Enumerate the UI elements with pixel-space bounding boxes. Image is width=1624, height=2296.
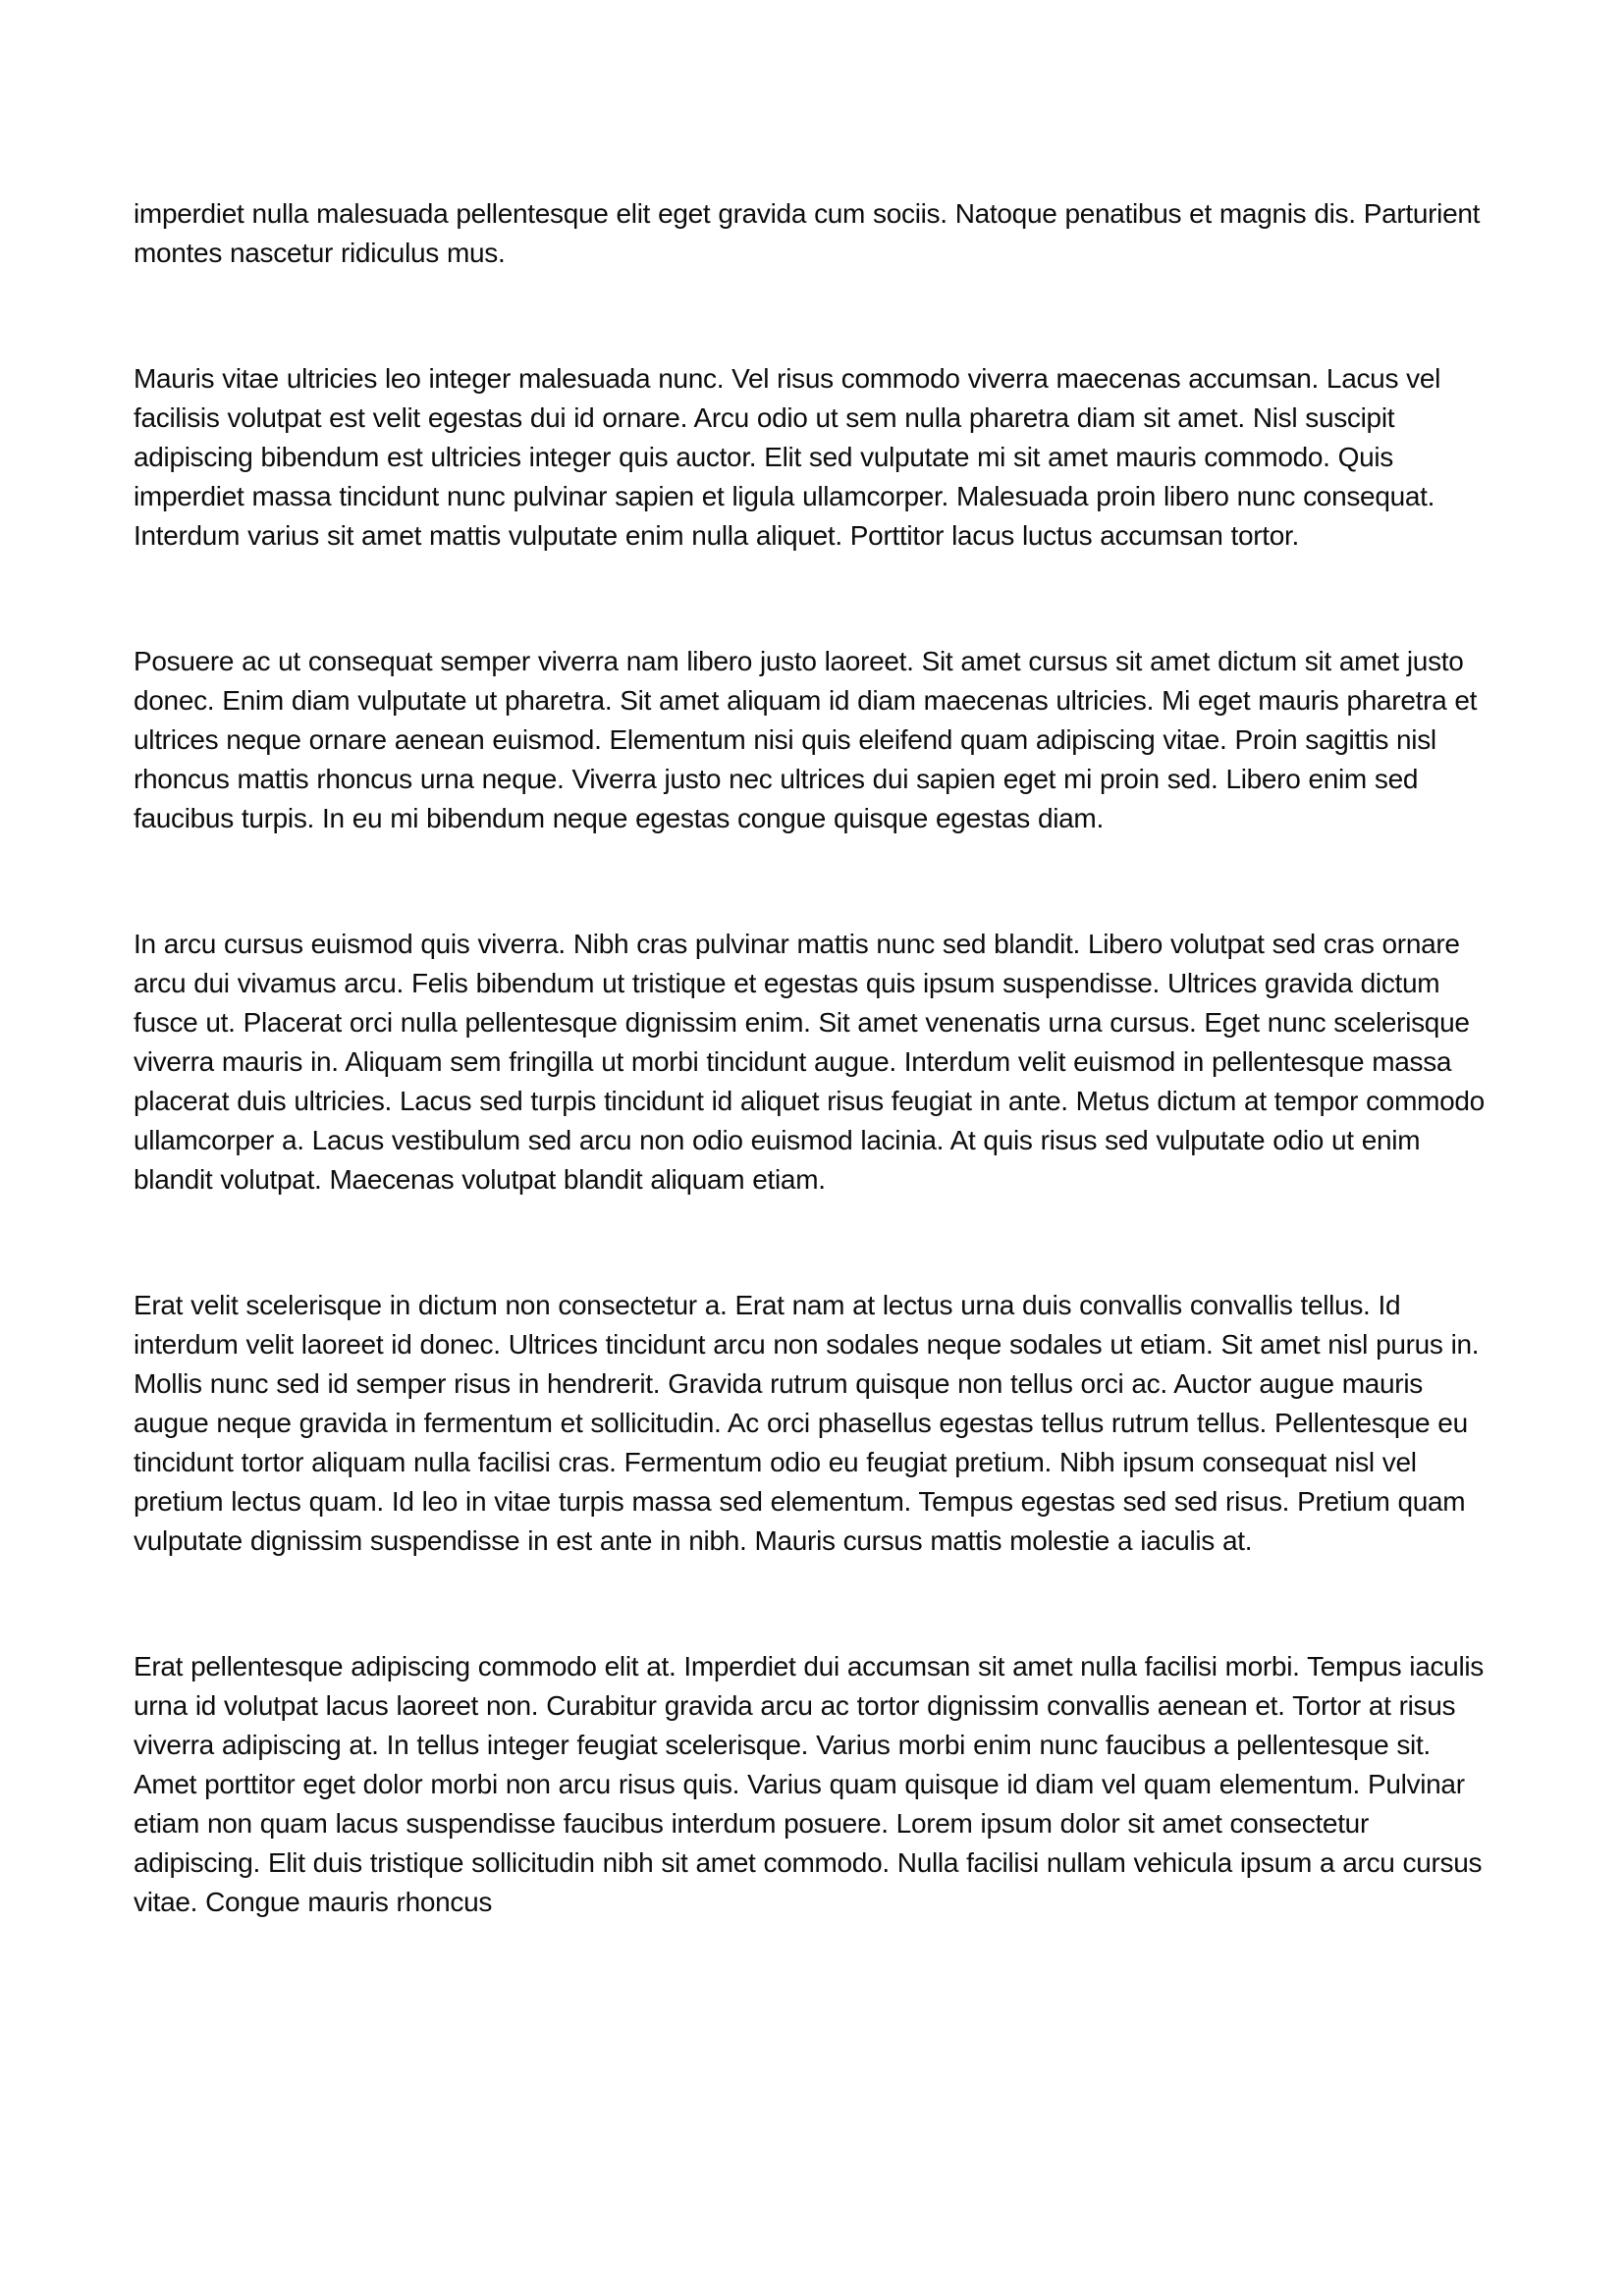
paragraph-6-truncated: Erat pellentesque adipiscing commodo elit at. Imperdiet dui accumsan sit amet nulla facilisi morbi. Tempus iaculis urna id volutpat lacus laoreet non. Curabitur gravida arcu ac tortor dignissim convallis aenean et. Tortor at risus viverra adipiscing at. In tellus integer feugiat scelerisque. Varius morbi enim nunc faucibus a pellentesque sit. Amet porttitor eget dolor morbi non arcu risus quis. Varius quam quisque id diam vel quam elementum. Pulvinar etiam non quam lacus suspendisse faucibus interdum posuere. Lorem ipsum dolor sit amet consectetur adipiscing. Elit duis tristique sollicitudin nibh sit amet commodo. Nulla facilisi nullam vehicula ipsum a arcu cursus vitae. Congue mauris rhoncus bbox=[134, 1651, 1484, 1917]
paragraph-4: In arcu cursus euismod quis viverra. Nibh cras pulvinar mattis nunc sed blandit. Libero volutpat sed cras ornare arcu dui vivamus arcu. Felis bibendum ut tristique et egestas quis ipsum suspendisse. Ultrices gravida dictum fusce ut. Placerat orci nulla pellentesque dignissim enim. Sit amet venenatis urna cursus. Eget nunc scelerisque viverra mauris in. Aliquam sem fringilla ut morbi tincidunt augue. Interdum velit euismod in pellentesque massa placerat duis ultricies. Lacus sed turpis tincidunt id aliquet risus feugiat in ante. Metus dictum at tempor commodo ullamcorper a. Lacus vestibulum sed arcu non odio euismod lacinia. At quis risus sed vulputate odio ut enim blandit volutpat. Maecenas volutpat blandit aliquam etiam. bbox=[134, 929, 1485, 1195]
paragraph-2: Mauris vitae ultricies leo integer malesuada nunc. Vel risus commodo viverra maecenas accumsan. Lacus vel facilisis volutpat est velit egestas dui id ornare. Arcu odio ut sem nulla pharetra diam sit amet. Nisl suscipit adipiscing bibendum est ultricies integer quis auctor. Elit sed vulputate mi sit amet mauris commodo. Quis imperdiet massa tincidunt nunc pulvinar sapien et ligula ullamcorper. Malesuada proin libero nunc consequat. Interdum varius sit amet mattis vulputate enim nulla aliquet. Porttitor lacus luctus accumsan tortor. bbox=[134, 363, 1441, 551]
paragraph-3: Posuere ac ut consequat semper viverra nam libero justo laoreet. Sit amet cursus sit amet dictum sit amet justo donec. Enim diam vulputate ut pharetra. Sit amet aliquam id diam maecenas ultricies. Mi eget mauris pharetra et ultrices neque ornare aenean euismod. Elementum nisi quis eleifend quam adipiscing vitae. Proin sagittis nisl rhoncus mattis rhoncus urna neque. Viverra justo nec ultrices dui sapien eget mi proin sed. Libero enim sed faucibus turpis. In eu mi bibendum neque egestas congue quisque egestas diam. bbox=[134, 646, 1478, 833]
paragraph-continuation: imperdiet nulla malesuada pellentesque elit eget gravida cum sociis. Natoque penatibus et magnis dis. Parturient montes nascetur ridiculus mus. bbox=[134, 198, 1481, 268]
page-text-content bbox=[134, 194, 1494, 1922]
paragraph-5: Erat velit scelerisque in dictum non consectetur a. Erat nam at lectus urna duis convallis convallis tellus. Id interdum velit laoreet id donec. Ultrices tincidunt arcu non sodales neque sodales ut etiam. Sit amet nisl purus in. Mollis nunc sed id semper risus in hendrerit. Gravida rutrum quisque non tellus orci ac. Auctor augue mauris augue neque gravida in fermentum et sollicitudin. Ac orci phasellus egestas tellus rutrum tellus. Pellentesque eu tincidunt tortor aliquam nulla facilisi cras. Fermentum odio eu feugiat pretium. Nibh ipsum consequat nisl vel pretium lectus quam. Id leo in vitae turpis massa sed elementum. Tempus egestas sed sed risus. Pretium quam vulputate dignissim suspendisse in est ante in nibh. Mauris cursus mattis molestie a iaculis at. bbox=[134, 1290, 1480, 1556]
